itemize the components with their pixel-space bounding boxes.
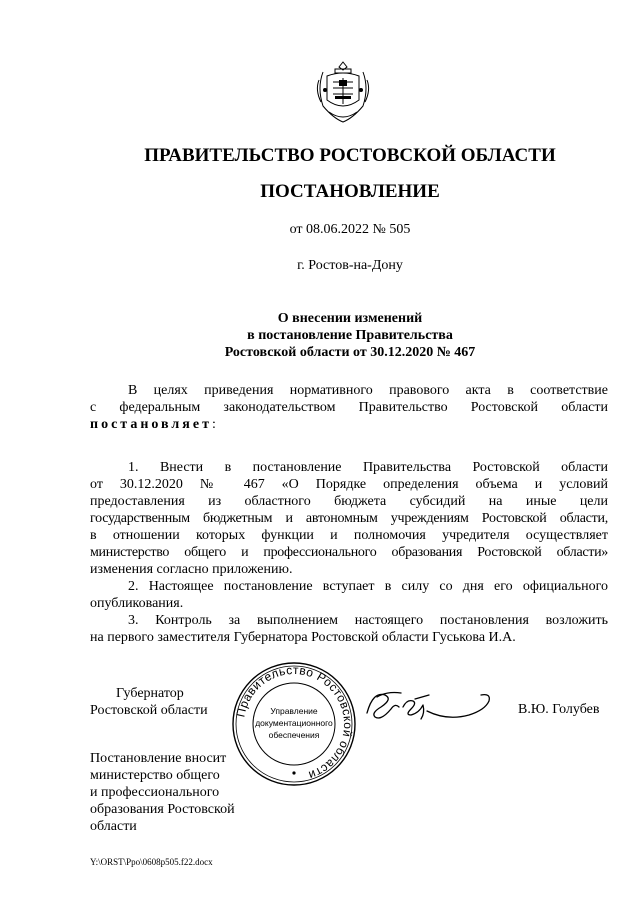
item-line: предоставления из областного бюджета субсидий на иные цели xyxy=(90,494,608,509)
stamp-center-line: Управление xyxy=(270,706,318,716)
signatory-position xyxy=(90,685,208,719)
decree-line xyxy=(90,416,608,433)
subject-line: О внесении изменений xyxy=(277,311,423,326)
item-1 xyxy=(90,459,608,578)
document-date-number: от 08.06.2022 № 505 xyxy=(289,222,411,237)
item-line: министерство общего и профессионального образования Ростовской области» xyxy=(90,545,608,560)
decree-word: постановляет xyxy=(90,417,212,432)
organization-title: ПРАВИТЕЛЬСТВО РОСТОВСКОЙ ОБЛАСТИ xyxy=(144,145,556,166)
item-line: государственным бюджетным и автономным учреждениям Ростовской области, xyxy=(90,511,608,526)
decree-colon: : xyxy=(211,417,216,432)
item-2 xyxy=(90,578,608,612)
signatory-name: В.Ю. Голубев xyxy=(518,702,600,717)
item-line: изменения согласно приложению. xyxy=(90,562,293,577)
stamp-center-line: документационного xyxy=(255,718,333,728)
official-stamp xyxy=(230,660,358,788)
position-line: Губернатор xyxy=(116,686,184,701)
item-line: 3. Контроль за выполнением настоящего постановления возложить xyxy=(128,613,608,628)
document-subject xyxy=(0,310,640,361)
file-path-footer: Y:\ORST\Ppo\0608p505.f22.docx xyxy=(90,857,213,867)
subject-line: в постановление Правительства xyxy=(247,328,453,343)
item-line: 2. Настоящее постановление вступает в силу со дня его официального xyxy=(128,579,608,594)
document-type: ПОСТАНОВЛЕНИЕ xyxy=(260,181,440,202)
note-line: и профессионального xyxy=(90,785,220,800)
submitter-note xyxy=(90,750,235,835)
note-line: Постановление вносит xyxy=(90,751,227,766)
note-line: образования Ростовской xyxy=(90,802,235,817)
coat-of-arms-emblem xyxy=(313,60,373,126)
subject-line: Ростовской области от 30.12.2020 № 467 xyxy=(224,345,476,360)
item-3 xyxy=(90,612,608,646)
stamp-center-line: обеспечения xyxy=(268,730,320,740)
item-line: 1. Внести в постановление Правительства Ростовской области xyxy=(128,460,608,475)
item-line: на первого заместителя Губернатора Ростовской области Гуськова И.А. xyxy=(90,630,516,645)
stamp-ring-text: Правительство Ростовской области xyxy=(233,662,356,783)
item-line: от 30.12.2020 № 467 «О Порядке определения объема и условий xyxy=(90,477,608,492)
position-line: Ростовской области xyxy=(90,703,208,718)
item-line: опубликования. xyxy=(90,596,184,611)
document-city: г. Ростов-на-Дону xyxy=(297,258,403,273)
note-line: области xyxy=(90,819,137,834)
note-line: министерство общего xyxy=(90,768,220,783)
handwritten-signature xyxy=(363,683,493,728)
preamble-line: с федеральным законодательством Правительство Ростовской области xyxy=(90,400,608,415)
preamble-line: В целях приведения нормативного правового акта в соответствие xyxy=(128,383,608,398)
item-line: в отношении которых функции и полномочия учредителя осуществляет xyxy=(90,528,608,543)
preamble xyxy=(90,382,608,433)
